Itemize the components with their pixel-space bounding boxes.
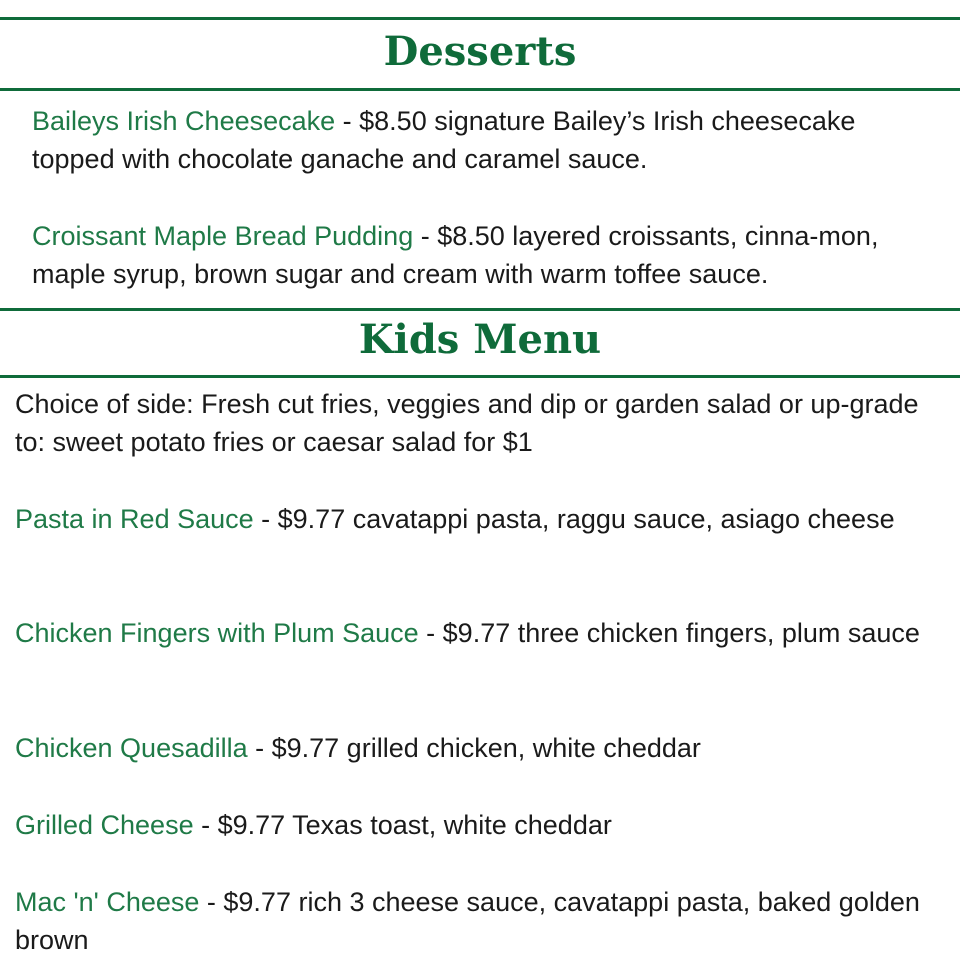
kids-item-name: Pasta in Red Sauce xyxy=(15,504,254,534)
kids-side-choice-text: Choice of side: Fresh cut fries, veggies and dip or garden salad or up-grade to: sweet potato fries or caesar salad for $1 xyxy=(15,389,919,457)
kids-item-chicken-fingers xyxy=(15,614,935,652)
kids-item-quesadilla xyxy=(15,729,935,767)
kids-top-rule xyxy=(0,308,960,311)
kids-item-pasta xyxy=(15,500,935,538)
kids-item-description: - $9.77 rich 3 cheese sauce, cavatappi pasta, baked golden brown xyxy=(15,887,920,955)
desserts-top-rule xyxy=(0,17,960,20)
kids-menu-heading: Kids Menu xyxy=(358,316,602,363)
kids-bottom-rule xyxy=(0,375,960,378)
kids-item-grilled-cheese xyxy=(15,806,935,844)
kids-item-name: Chicken Quesadilla xyxy=(15,733,248,763)
dessert-item-bread-pudding xyxy=(32,217,932,293)
kids-item-name: Chicken Fingers with Plum Sauce xyxy=(15,618,419,648)
kids-item-name: Mac 'n' Cheese xyxy=(15,887,200,917)
dessert-item-description: - $8.50 signature Bailey’s Irish cheesecake topped with chocolate ganache and caramel sauce. xyxy=(32,106,856,174)
kids-item-mac-n-cheese xyxy=(15,883,935,959)
kids-item-description: - $9.77 cavatappi pasta, raggu sauce, asiago cheese xyxy=(253,504,895,534)
dessert-item-name: Baileys Irish Cheesecake xyxy=(32,106,336,136)
desserts-bottom-rule xyxy=(0,88,960,91)
desserts-heading: Desserts xyxy=(383,28,577,75)
kids-item-name: Grilled Cheese xyxy=(15,810,194,840)
kids-item-description: - $9.77 Texas toast, white cheddar xyxy=(193,810,612,840)
kids-item-description: - $9.77 grilled chicken, white cheddar xyxy=(247,733,701,763)
kids-item-description: - $9.77 three chicken fingers, plum sauce xyxy=(418,618,920,648)
dessert-item-cheesecake xyxy=(32,102,932,178)
dessert-item-name: Croissant Maple Bread Pudding xyxy=(32,221,414,251)
dessert-item-description: - $8.50 layered croissants, cinna-mon, maple syrup, brown sugar and cream with warm toffee sauce. xyxy=(32,221,879,289)
